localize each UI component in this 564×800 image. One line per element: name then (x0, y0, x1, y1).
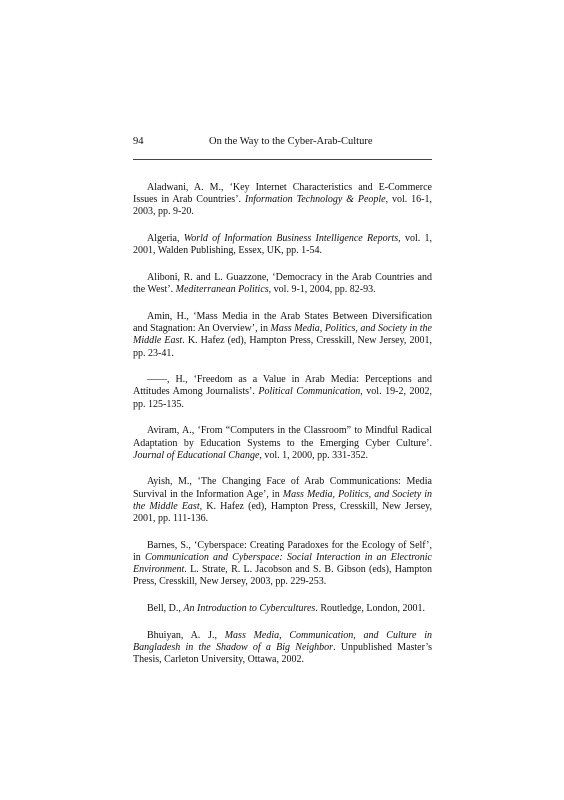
reference-list (133, 182, 432, 681)
reference-entry: Aladwani, A. M., ‘Key Internet Characteristics and E-Commerce Issues in Arab Countries’. Information Technology & People, vol. 16-1, 2003, pp. 9-20. (133, 182, 432, 218)
reference-entry: Bell, D., An Introduction to Cybercultures. Routledge, London, 2001. (147, 603, 426, 615)
reference-entry: Aviram, A., ‘From “Computers in the Classroom” to Mindful Radical Adaptation by Education Systems to the Emerging Cyber Culture’. Journal of Educational Change, vol. 1, 2000, pp. 331-352. (133, 425, 432, 461)
header-rule (133, 159, 432, 160)
reference-entry: Ayish, M., ‘The Changing Face of Arab Communications: Media Survival in the Information Age’, in Mass Media, Politics, and Society in the Middle East, K. Hafez (ed), Hampton Press, Cresskill, New Jersey, 2001, pp. 111-136. (133, 476, 433, 525)
page-number: 94 (133, 136, 144, 147)
reference-entry: ——, H., ‘Freedom as a Value in Arab Media: Perceptions and Attitudes Among Journalists’. Political Communication, vol. 19-2, 2002, pp. 125-135. (133, 374, 432, 410)
running-title: On the Way to the Cyber-Arab-Culture (209, 136, 373, 147)
reference-entry: Aliboni, R. and L. Guazzone, ‘Democracy in the Arab Countries and the West’. Mediterranean Politics, vol. 9-1, 2004, pp. 82-93. (133, 272, 432, 296)
reference-entry: Bhuiyan, A. J., Mass Media, Communication, and Culture in Bangladesh in the Shadow of a Big Neighbor. Unpublished Master’s Thesis, Carleton University, Ottawa, 2002. (133, 629, 432, 666)
reference-entry: Amin, H., ‘Mass Media in the Arab States Between Diversification and Stagnation: An Overview’, in Mass Media, Politics, and Society in the Middle East. K. Hafez (ed), Hampton Press, Cresskill, New Jersey, 2001, pp. 23-41. (133, 310, 432, 359)
reference-entry: Barnes, S., ‘Cyberspace: Creating Paradoxes for the Ecology of Self’, in Communication and Cyberspace: Social Interaction in an Electronic Environment. L. Strate, R. L. Jacobson and S. B. Gibson (eds), Hampton Press, Cresskill, New Jersey, 2003, pp. 229-253. (133, 539, 432, 588)
reference-entry: Algeria, World of Information Business Intelligence Reports, vol. 1, 2001, Walden Publishing, Essex, UK, pp. 1-54. (133, 233, 433, 257)
